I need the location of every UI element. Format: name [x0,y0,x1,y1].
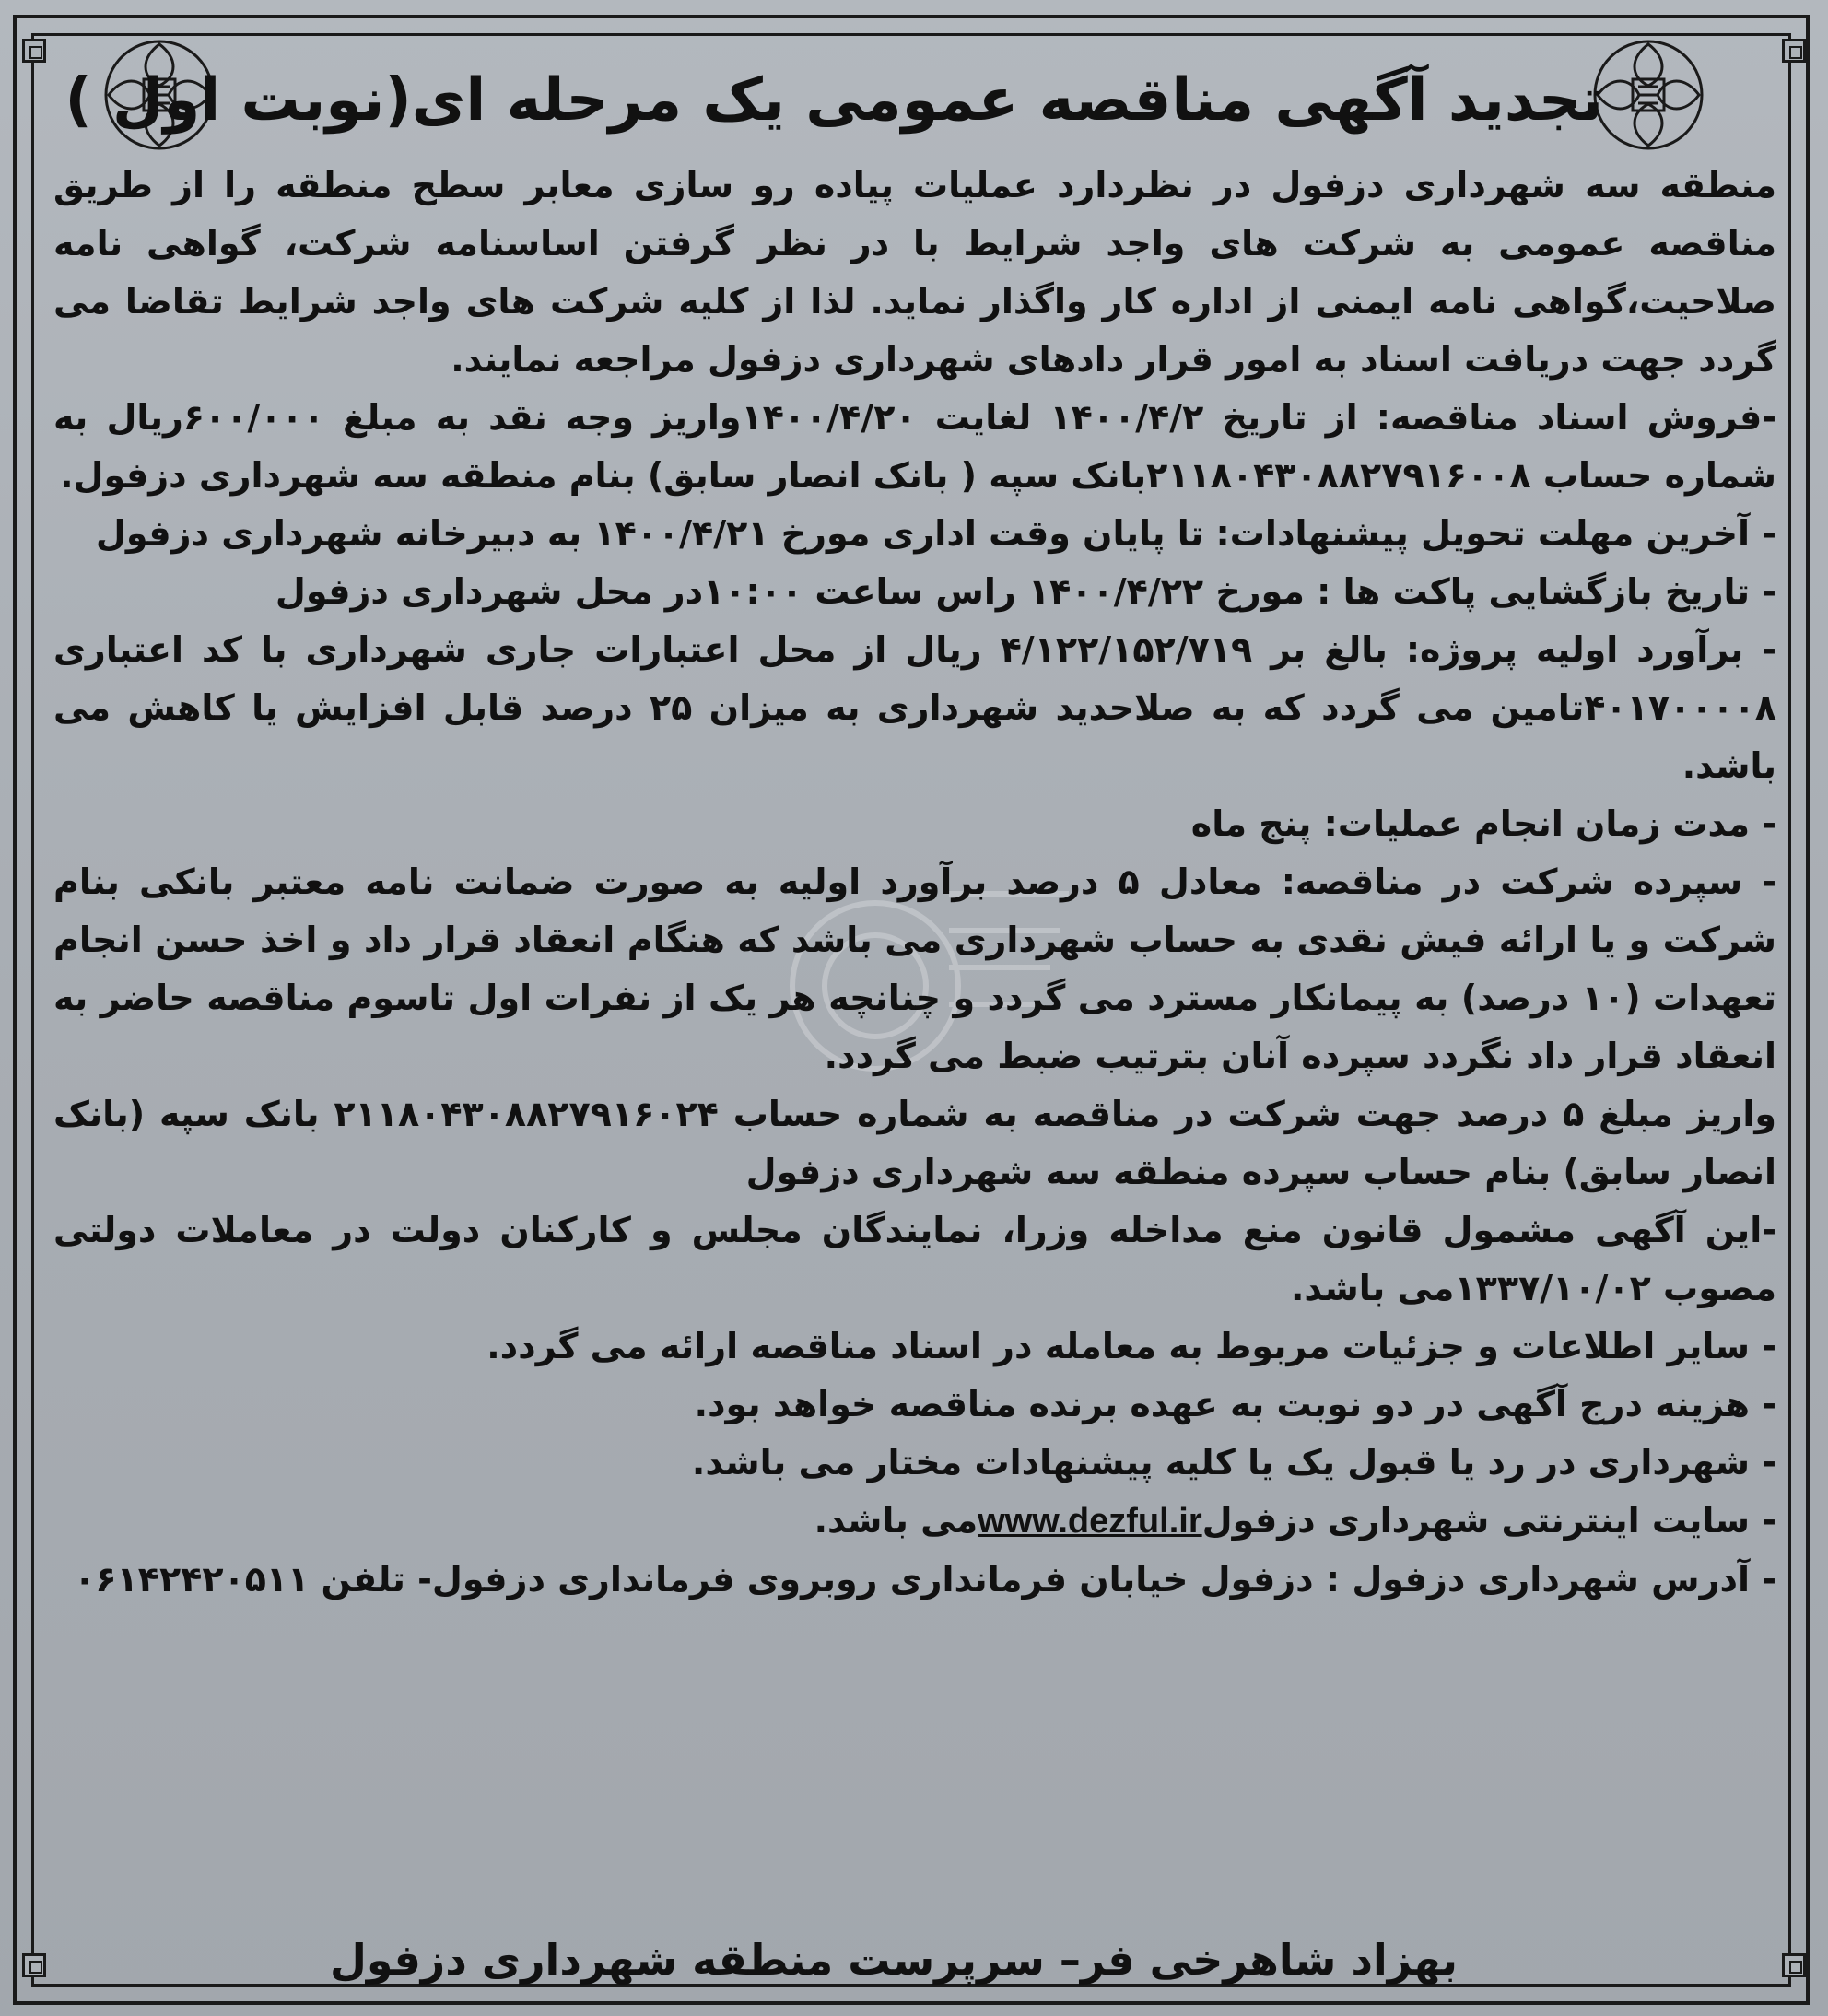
notice-body [53,157,1776,1889]
paragraph-ad-cost: - هزینه درج آگهی در دو نوبت به عهده برنده مناقصه خواهد بود. [694,1384,1776,1424]
paragraph-website [53,1492,1776,1551]
paragraph-submission-deadline: - آخرین مهلت تحویل پیشنهادات: تا پایان وقت اداری مورخ ۱۴۰۰/۴/۲۱ به دبیرخانه شهرداری دزفول [95,513,1776,554]
paragraph-deposit-account: واریز مبلغ ۵ درصد جهت شرکت در مناقصه به شماره حساب ۲۱۱۸۰۴۳۰۸۸۲۷۹۱۶۰۲۴ بانک سپه (بانک انصار سابق) بنام حساب سپرده منطقه سه شهرداری دزفول [53,1094,1776,1192]
website-prefix: - سایت اینترنتی شهرداری دزفول [1201,1500,1776,1541]
corner-ornament-top-right [1782,39,1806,63]
corner-ornament-bottom-right [1782,1953,1806,1977]
paragraph-opening-date: - تاریخ بازگشایی پاکت ها : مورخ ۱۴۰۰/۴/۲۲ راس ساعت ۱۰:۰۰در محل شهرداری دزفول [275,571,1776,612]
website-link[interactable]: www.dezful.ir [978,1502,1202,1541]
notice-title: تجدید آگهی مناقصه عمومی یک مرحله ای(نوبت اول ) [64,66,1603,135]
paragraph-address: - آدرس شهرداری دزفول : دزفول خیابان فرمانداری روبروی فرمانداری دزفول- تلفن ۰۶۱۴۲۴۲۰۵۱۱ [74,1559,1776,1600]
paragraph-other-info: - سایر اطلاعات و جزئیات مربوط به معامله در اسناد مناقصه ارائه می گردد. [486,1326,1776,1366]
corner-ornament-bottom-left [22,1953,46,1977]
website-suffix: می باشد. [814,1500,978,1541]
paragraph-rejection-right: - شهرداری در رد یا قبول یک یا کلیه پیشنهادات مختار می باشد. [691,1442,1776,1483]
signature-line: بهزاد شاهرخی فر– سرپرست منطقه شهرداری دزفول [329,1935,1459,1985]
paragraph-legal-note: -این آگهی مشمول قانون منع مداخله وزرا، نمایندگان مجلس و کارکنان دولت در معاملات دولتی مصوب ۱۳۳۷/۱۰/۰۲می باشد. [53,1210,1776,1308]
paragraph-deposit: - سپرده شرکت در مناقصه: معادل ۵ درصد برآورد اولیه به صورت ضمانت نامه معتبر بانکی بنام شرکت و یا ارائه فیش نقدی به حساب شهرداری می باشد که هنگام انعقاد قرار داد و اخذ حسن انجام تعهدات (۱۰ درصد) به پیمانکار مسترد می گردد و چنانچه هر یک از نفرات اول تاسوم مناقصه حاضر به انعقاد قرار داد نگردد سپرده آنان بترتیب ضبط می گردد. [53,861,1777,1076]
paragraph-duration: - مدت زمان انجام عملیات: پنج ماه [1190,803,1776,844]
corner-ornament-top-left [22,39,46,63]
paragraph-intro: منطقه سه شهرداری دزفول در نظردارد عملیات پیاده رو سازی معابر سطح منطقه را از طریق مناقصه عمومی به شرکت های واجد شرایط با در نظر گرفتن اساسنامه شرکت، گواهی نامه صلاحیت،گواهی نامه ایمنی از اداره کار واگذار نماید. لذا از کلیه شرکت های واجد شرایط تقاضا می گردد جهت دریافت اسناد به امور قرار دادهای شهرداری دزفول مراجعه نمایند. [53,165,1776,380]
paragraph-project-estimate: - برآورد اولیه پروژه: بالغ بر ۴/۱۲۲/۱۵۲/۷۱۹ ریال از محل اعتبارات جاری شهرداری با کد اعتباری ۴۰۱۷۰۰۰۰۸تامین می گردد که به صلاحدید شهرداری به میزان ۲۵ درصد قابل افزایش یا کاهش می باشد. [53,629,1776,786]
paragraph-document-sale: -فروش اسناد مناقصه: از تاریخ ۱۴۰۰/۴/۲ لغایت ۱۴۰۰/۴/۲۰واریز وجه نقد به مبلغ ۶۰۰/۰۰۰ریال به شماره حساب ۲۱۱۸۰۴۳۰۸۸۲۷۹۱۶۰۰۸بانک سپه ( بانک انصار سابق) بنام منطقه سه شهرداری دزفول. [53,397,1776,496]
municipality-emblem-icon [1588,35,1708,155]
